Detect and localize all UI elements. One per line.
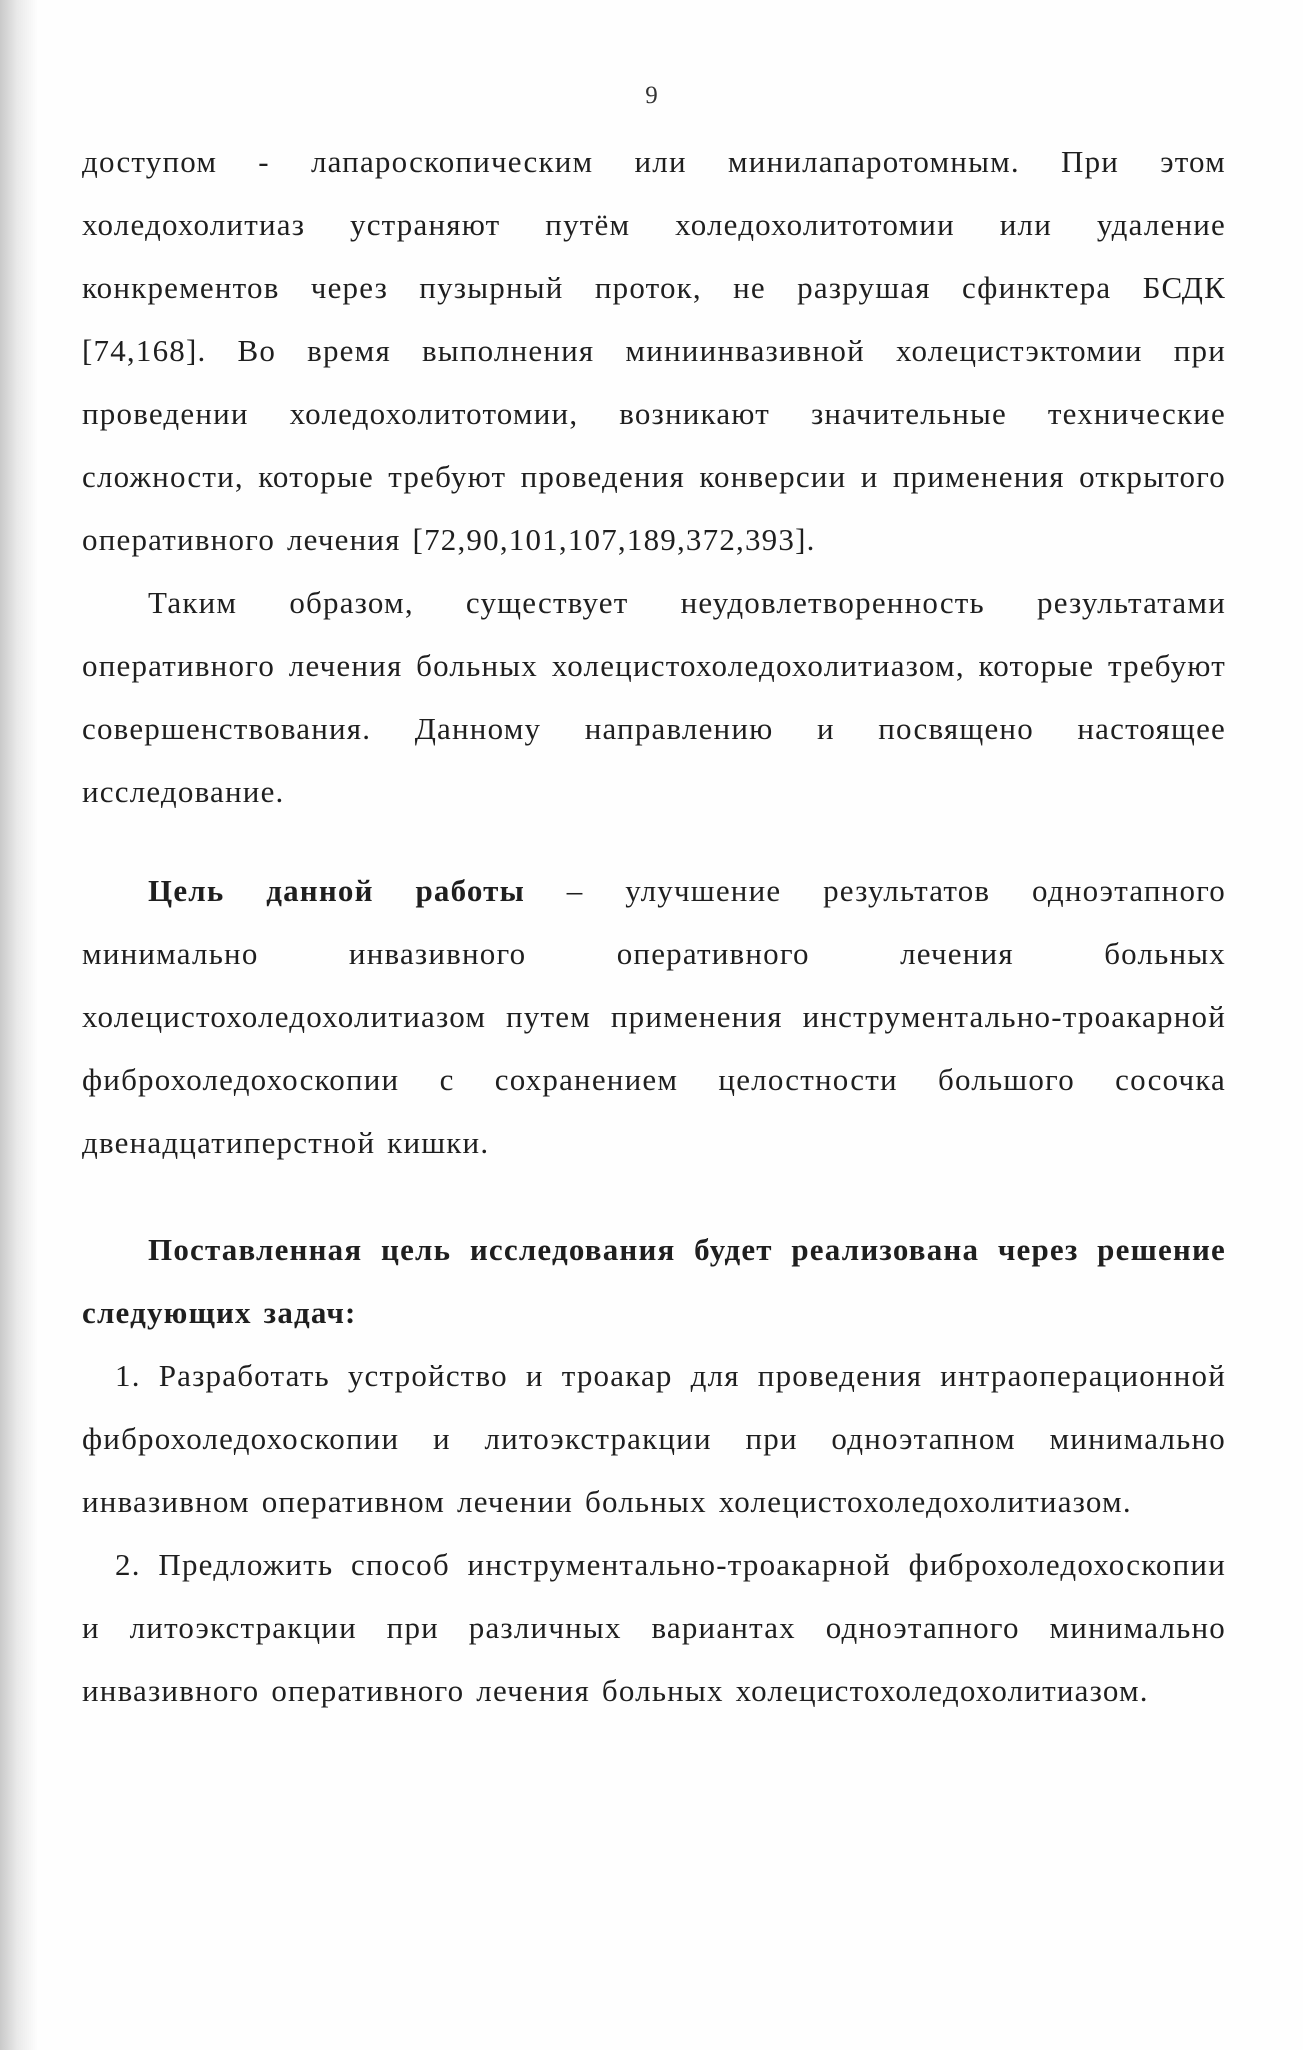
page-number: 9 [645,82,658,109]
paragraph-intro-continuation: доступом - лапароскопическим или минилапаротомным. При этом холедохолитиаз устраняют путём холедохолитотомии или удаление конкрементов через пузырный проток, не разрушая сфинктера БСДК [74,168]. Во время выполнения миниинвазивной холецистэктомии при проведении холедохолитотомии, возникают значительные технические сложности, которые требуют проведения конверсии и применения открытого оперативного лечения [72,90,101,107,189,372,393]. [82,144,1226,557]
page-edge-shadow [0,0,38,2050]
goal-text: – улучшение результатов одноэтапного минимально инвазивного оперативного лечения больных холецистохоледохолитиазом путем применения инструментально-троакарной фиброхоледохоскопии с сохранением целостности большого сосочка двенадцатиперстной кишки. [82,873,1226,1160]
tasks-heading: Поставленная цель исследования будет реализована через решение следующих задач: [82,1232,1226,1330]
task-number: 1. [115,1358,141,1393]
task-text: Разработать устройство и троакар для проведения интраоперационной фиброхоледохоскопии и литоэкстракции при одноэтапном минимально инвазивном оперативном лечении больных холецистохоледохолитиазом. [82,1358,1227,1519]
task-number: 2. [115,1547,141,1582]
task-text: Предложить способ инструментально-троакарной фиброхоледохоскопии и литоэкстракции при различных вариантах одноэтапного минимально инвазивного оперативного лечения больных холецистохоледохолитиазом. [82,1547,1226,1708]
task-item-2 [82,1533,1226,1722]
paragraph-conclusion: Таким образом, существует неудовлетворенность результатами оперативного лечения больных холецистохоледохолитиазом, которые требуют совершенствования. Данному направлению и посвящено настоящее исследование. [82,585,1226,809]
spacer [82,1174,1226,1218]
task-item-1 [82,1344,1226,1533]
goal-label: Цель данной работы [148,873,526,908]
paragraph-goal [82,859,1226,1174]
document-body [82,130,1226,1722]
spacer [82,823,1226,859]
